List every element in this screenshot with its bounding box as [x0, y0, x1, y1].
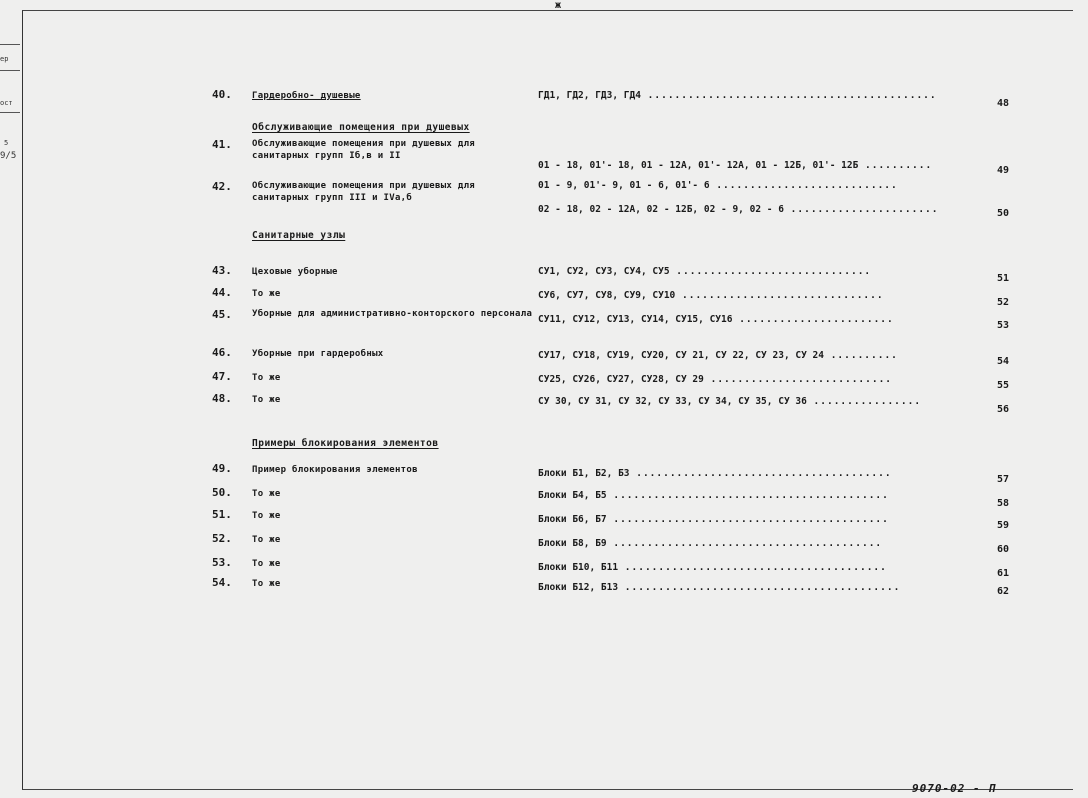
item-reference: Блоки Б6, Б7 ......................................... [538, 514, 889, 525]
item-title: Уборные для административно-конторского персонала [252, 309, 533, 319]
item-reference: 01 - 9, 01'- 9, 01 - 6, 01'- 6 ........................... [538, 180, 898, 191]
item-page: 48 [996, 98, 1010, 109]
item-page: 62 [996, 586, 1010, 597]
item-reference: Блоки Б8, Б9 ........................................ [538, 538, 883, 549]
item-number: 42. [212, 180, 232, 193]
section-heading: Обслуживающие помещения при душевых [252, 122, 470, 133]
item-page: 51 [996, 273, 1010, 284]
item-number: 47. [212, 370, 232, 383]
item-title: То же [252, 289, 281, 299]
item-title: То же [252, 395, 281, 405]
item-number: 40. [212, 88, 232, 101]
margin-note: 9/5 [0, 151, 17, 161]
margin-note: ост [0, 99, 13, 107]
item-page: 54 [996, 356, 1010, 367]
item-page: 61 [996, 568, 1010, 579]
item-number: 54. [212, 576, 232, 589]
item-page: 59 [996, 520, 1010, 531]
item-title: Гардеробно- душевые [252, 91, 361, 101]
item-number: 41. [212, 138, 232, 151]
item-reference: Блоки Б1, Б2, Б3 ...................................... [538, 468, 892, 479]
item-page: 57 [996, 474, 1010, 485]
margin-line [0, 70, 20, 71]
item-page: 56 [996, 404, 1010, 415]
item-title: Обслуживающие помещения при душевых для санитарных групп Iб,в и II [252, 139, 476, 161]
item-reference: Блоки Б12, Б13 ......................................... [538, 582, 901, 593]
item-number: 45. [212, 308, 232, 321]
item-page: 50 [996, 208, 1010, 219]
item-reference: СУ 30, СУ 31, СУ 32, СУ 33, СУ 34, СУ 35, СУ 36 ................ [538, 396, 922, 407]
item-title: Уборные при гардеробных [252, 349, 384, 359]
item-page: 60 [996, 544, 1010, 555]
item-reference: ГД1, ГД2, ГД3, ГД4 ........................................... [538, 90, 937, 101]
item-reference: СУ17, СУ18, СУ19, СУ20, СУ 21, СУ 22, СУ 23, СУ 24 .......... [538, 350, 898, 361]
item-page: 58 [996, 498, 1010, 509]
item-reference: СУ11, СУ12, СУ13, СУ14, СУ15, СУ16 ....................... [538, 314, 894, 325]
margin-note: ер [0, 55, 9, 63]
item-title: То же [252, 373, 281, 383]
item-title: То же [252, 535, 281, 545]
item-reference: Блоки Б4, Б5 ......................................... [538, 490, 889, 501]
item-number: 52. [212, 532, 232, 545]
section-heading: Санитарные узлы [252, 230, 346, 241]
item-page: 49 [996, 165, 1010, 176]
item-number: 53. [212, 556, 232, 569]
item-number: 50. [212, 486, 232, 499]
item-title: То же [252, 511, 281, 521]
margin-line [0, 44, 20, 45]
top-mark: ж [555, 0, 562, 11]
item-title: Цеховые уборные [252, 267, 338, 277]
item-reference: 02 - 18, 02 - 12А, 02 - 12Б, 02 - 9, 02 - 6 ...................... [538, 204, 939, 215]
item-number: 48. [212, 392, 232, 405]
item-title: То же [252, 559, 281, 569]
margin-line [0, 112, 20, 113]
section-heading: Примеры блокирования элементов [252, 438, 439, 449]
item-number: 51. [212, 508, 232, 521]
item-title: Пример блокирования элементов [252, 465, 418, 475]
item-reference: СУ25, СУ26, СУ27, СУ28, СУ 29 ........................... [538, 374, 893, 385]
item-title: Обслуживающие помещения при душевых для санитарных групп III и IVа,б [252, 181, 476, 203]
document-code: 9070-02 - П [912, 782, 996, 795]
item-reference: Блоки Б10, Б11 ....................................... [538, 562, 887, 573]
item-reference: СУ6, СУ7, СУ8, СУ9, СУ10 .............................. [538, 290, 884, 301]
item-page: 55 [996, 380, 1010, 391]
item-number: 46. [212, 346, 232, 359]
item-number: 43. [212, 264, 232, 277]
item-reference: СУ1, СУ2, СУ3, СУ4, СУ5 ............................. [538, 266, 872, 277]
item-page: 53 [996, 320, 1010, 331]
item-title: То же [252, 579, 281, 589]
item-number: 49. [212, 462, 232, 475]
item-page: 52 [996, 297, 1010, 308]
item-reference: 01 - 18, 01'- 18, 01 - 12А, 01'- 12А, 01 - 12Б, 01'- 12Б .......... [538, 160, 933, 171]
item-number: 44. [212, 286, 232, 299]
item-title: То же [252, 489, 281, 499]
margin-note: 5 [4, 139, 9, 147]
